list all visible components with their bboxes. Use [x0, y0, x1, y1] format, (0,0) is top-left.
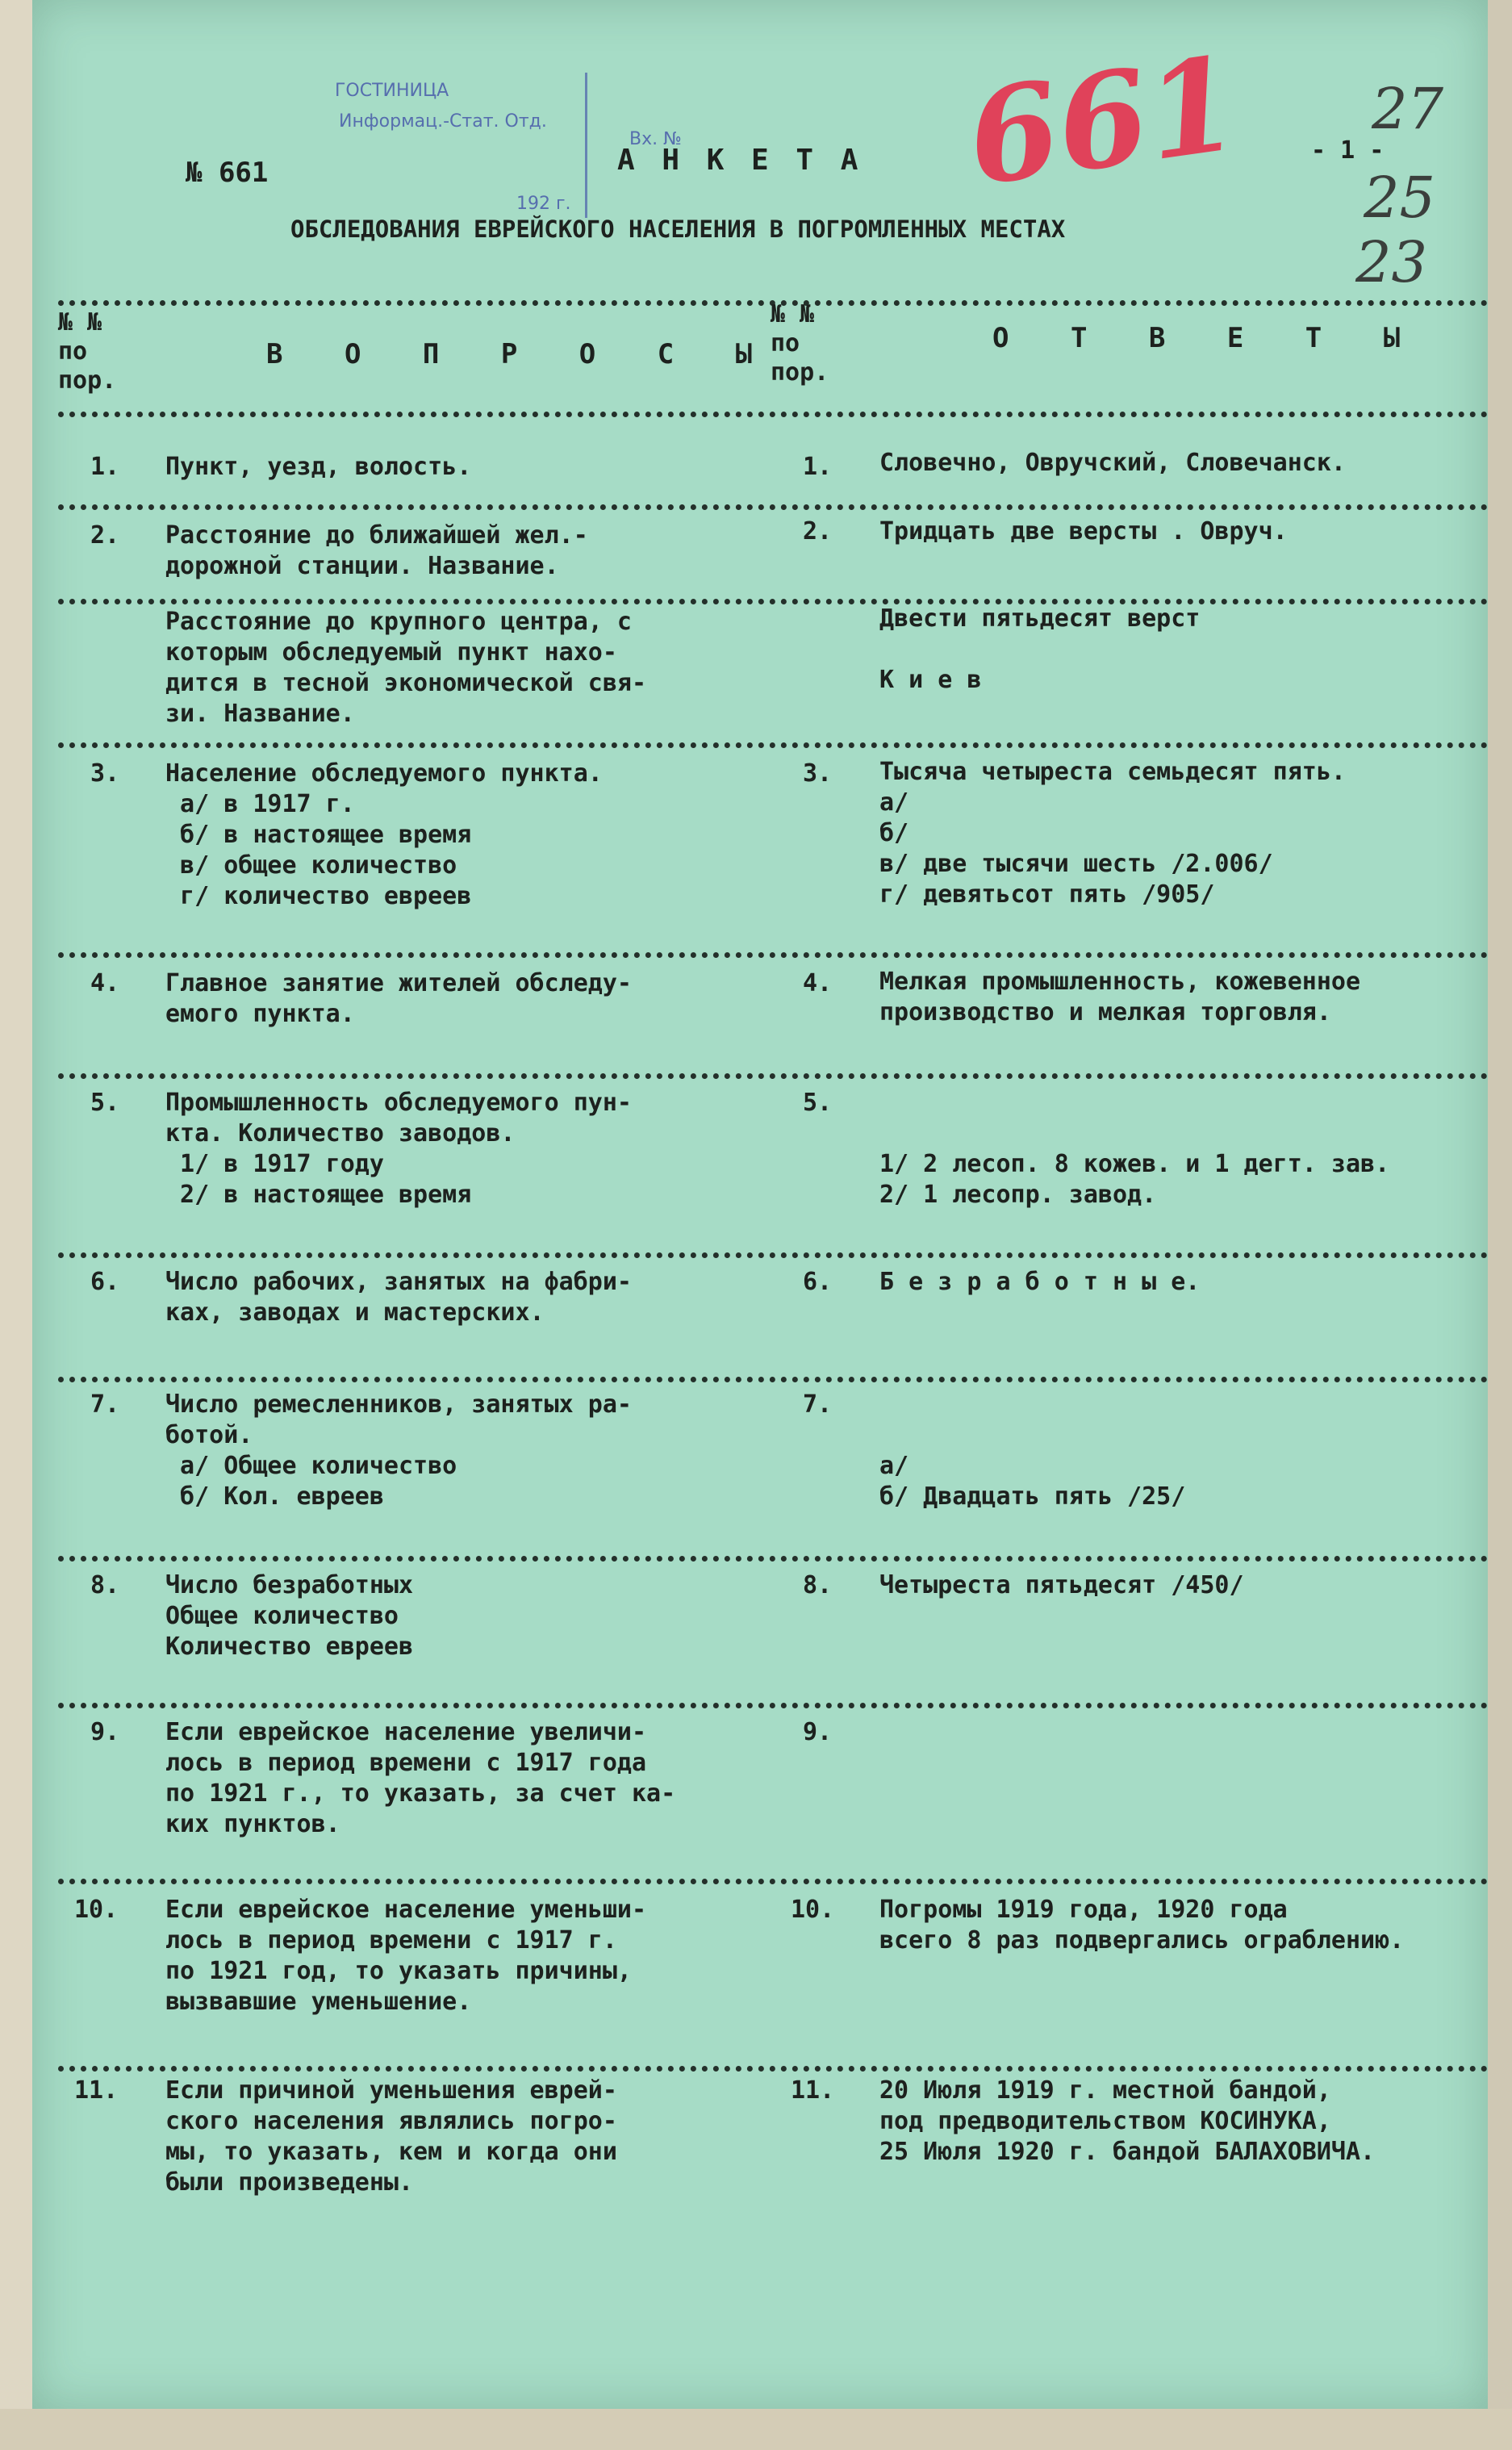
page-marker: - 1 - [1311, 136, 1385, 165]
pencil-number-3: 23 [1355, 229, 1428, 295]
form-title: А Н К Е Т А [617, 144, 863, 177]
divider [58, 504, 1488, 510]
col-num-left: № № по пор. [58, 308, 117, 395]
answer-num: 9. [803, 1718, 833, 1746]
stamp-right: Вх. № [629, 129, 682, 149]
answer-text: Тридцать две версты . Овруч. [879, 517, 1288, 546]
answer-num: 11. [791, 2076, 835, 2105]
row-num: 6. [90, 1268, 120, 1296]
divider [58, 952, 1488, 958]
question-text: Число безработных Общее количество Количество евреев [165, 1571, 414, 1661]
stamp-line-2: Информац.-Стат. Отд. [339, 111, 547, 132]
question-text: Промышленность обследуемого пун- кта. Количество заводов. 1/ в 1917 году 2/ в настоящее время [165, 1089, 632, 1209]
stamp-line-1: ГОСТИНИЦА [335, 81, 449, 101]
question-text: Население обследуемого пункта. а/ в 1917 г. б/ в настоящее время в/ общее количество г/ количество евреев [165, 759, 603, 910]
answer-text: Двести пятьдесят верст К и е в [879, 604, 1201, 694]
row-num: 5. [90, 1089, 120, 1117]
row-num: 3. [90, 759, 120, 788]
question-text: Если причиной уменьшения еврей- ского населения являлись погро- мы, то указать, кем и когда они были произведены. [165, 2076, 617, 2197]
divider [58, 2066, 1488, 2072]
divider [58, 1879, 1488, 1884]
answer-num: 7. [803, 1390, 833, 1419]
answer-text: Четыреста пятьдесят /450/ [879, 1571, 1244, 1599]
answer-num: 2. [803, 517, 833, 546]
answer-num: 4. [803, 969, 833, 997]
row-num: 7. [90, 1390, 120, 1419]
row-num: 10. [74, 1896, 119, 1924]
answer-text: Мелкая промышленность, кожевенное производство и мелкая торговля. [879, 968, 1361, 1026]
row-num: 4. [90, 969, 120, 997]
answer-text: 1/ 2 лесоп. 8 кожев. и 1 дегт. зав. 2/ 1 лесопр. завод. [879, 1150, 1390, 1209]
question-text: Главное занятие жителей обследу- емого пункта. [165, 969, 632, 1028]
row-num: 8. [90, 1571, 120, 1599]
answer-num: 6. [803, 1268, 833, 1296]
row-num: 11. [74, 2076, 119, 2105]
pencil-number-1: 27 [1372, 76, 1444, 142]
row-num: 2. [90, 521, 120, 550]
col-questions: В О П Р О С Ы [266, 338, 775, 370]
answer-text: Погромы 1919 года, 1920 года всего 8 раз подвергались ограблению. [879, 1896, 1405, 1955]
divider [58, 1377, 1488, 1382]
divider [58, 1252, 1488, 1258]
answer-num: 8. [803, 1571, 833, 1599]
paper-edge [1488, 0, 1512, 2450]
row-num: 1. [90, 453, 120, 481]
divider [58, 1073, 1488, 1079]
question-text: Если еврейское население увеличи- лось в период времени с 1917 года по 1921 г., то указать, за счет ка- ких пунктов. [165, 1718, 676, 1838]
question-text: Число ремесленников, занятых ра- ботой. а/ Общее количество б/ Кол. евреев [165, 1390, 632, 1511]
background-strip [0, 2409, 1512, 2450]
answer-num: 1. [803, 453, 833, 481]
answer-text: а/ б/ Двадцать пять /25/ [879, 1452, 1186, 1511]
red-ink-number: 661 [959, 27, 1247, 215]
row-num: 9. [90, 1718, 120, 1746]
question-text: Пункт, уезд, волость. [165, 453, 472, 481]
question-text: Расстояние до ближайшей жел.- дорожной станции. Название. [165, 521, 588, 580]
document-sheet [32, 0, 1488, 2409]
col-answers: О Т В Е Т Ы [992, 322, 1423, 354]
stamp-date: 192 г. [516, 194, 571, 214]
answer-text: 20 Июля 1919 г. местной бандой, под предводительством КОСИНУКА, 25 Июля 1920 г. бандой БАЛАХОВИЧА. [879, 2076, 1376, 2166]
question-text: Если еврейское население уменьши- лось в период времени с 1917 г. по 1921 год, то указать причины, вызвавшие уменьшение. [165, 1896, 647, 2016]
file-number: № 661 [186, 157, 269, 189]
answer-text: Словечно, Овручский, Словечанск. [879, 449, 1346, 477]
answer-num: 5. [803, 1089, 833, 1117]
answer-num: 10. [791, 1896, 835, 1924]
pencil-number-2: 25 [1364, 165, 1436, 231]
col-num-right: № № по пор. [771, 300, 829, 387]
divider [58, 1703, 1488, 1708]
answer-text: Тысяча четыреста семьдесят пять. а/ б/ в/ две тысячи шесть /2.006/ г/ девятьсот пять /905/ [879, 758, 1346, 909]
divider [58, 742, 1488, 748]
form-subtitle: ОБСЛЕДОВАНИЯ ЕВРЕЙСКОГО НАСЕЛЕНИЯ В ПОГРОМЛЕННЫХ МЕСТАХ [290, 215, 1066, 243]
divider [58, 1556, 1488, 1562]
answer-text: Б е з р а б о т н ы е. [879, 1268, 1201, 1296]
divider [58, 412, 1488, 417]
question-text: Число рабочих, занятых на фабри- ках, заводах и мастерских. [165, 1268, 632, 1327]
answer-num: 3. [803, 759, 833, 788]
question-text: Расстояние до крупного центра, с которым обследуемый пункт нахо- дится в тесной экономической свя- зи. Название. [165, 608, 647, 728]
stamp-divider [585, 73, 587, 218]
